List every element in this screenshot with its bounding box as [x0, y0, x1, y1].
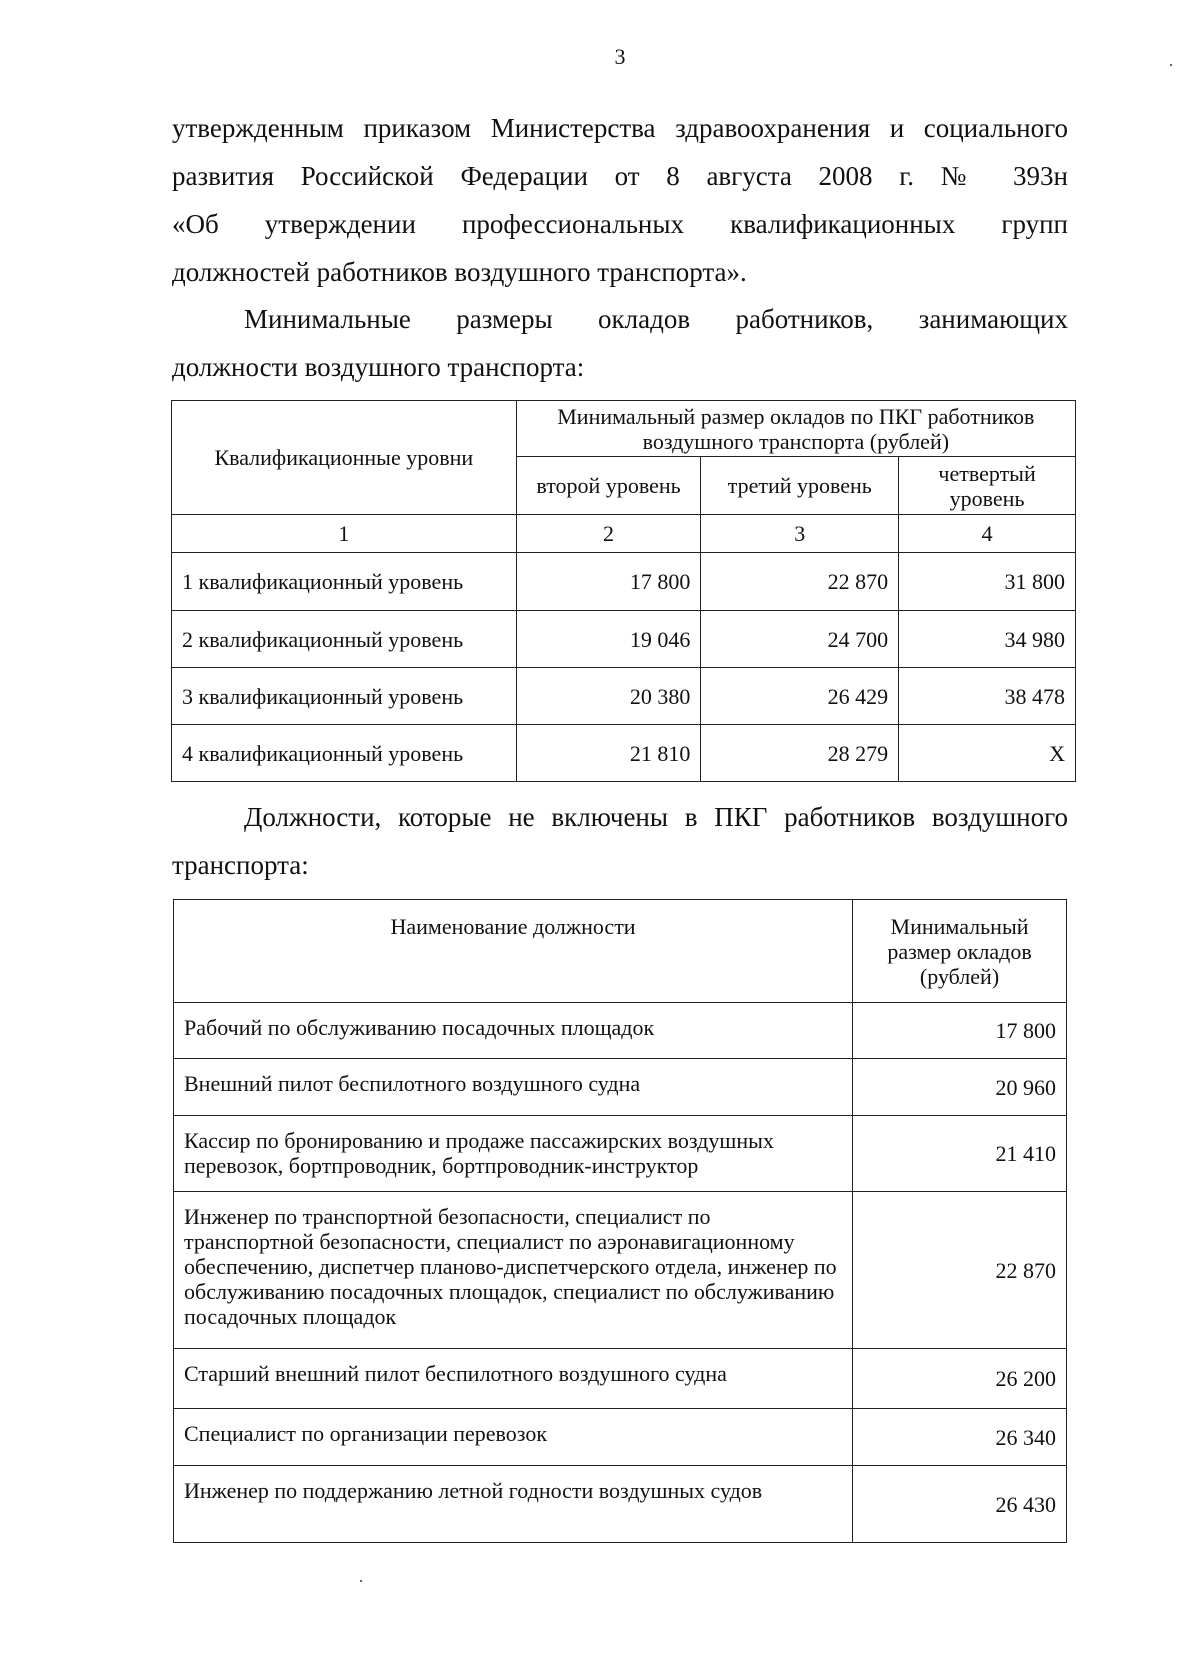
- table-header-row: [174, 900, 1067, 1003]
- subheader-third-level: третий уровень: [701, 457, 899, 515]
- table-row: [174, 1466, 1067, 1543]
- pkg-salary-table: [171, 400, 1076, 782]
- header-minimum-salary: Минимальный размер окладов по ПКГ работников воздушного транспорта (рублей): [516, 401, 1075, 457]
- salary-value: Х: [899, 725, 1076, 782]
- non-pkg-paragraph: [172, 793, 1068, 889]
- salary-value: 24 700: [701, 611, 899, 668]
- table-row: [172, 611, 1076, 668]
- salary-value: 26 340: [853, 1409, 1067, 1466]
- salary-value: 22 870: [853, 1192, 1067, 1349]
- salary-value: 31 800: [899, 553, 1076, 611]
- column-number: 4: [899, 515, 1076, 553]
- level-name: 3 квалификационный уровень: [172, 668, 517, 725]
- salary-value: 20 380: [516, 668, 701, 725]
- salary-value: 17 800: [516, 553, 701, 611]
- header-qualification-levels: Квалификационные уровни: [172, 401, 517, 515]
- table-row: [174, 1349, 1067, 1409]
- table-row: [172, 725, 1076, 782]
- salary-value: 26 429: [701, 668, 899, 725]
- position-name: Специалист по организации перевозок: [174, 1409, 853, 1466]
- position-name: Кассир по бронированию и продаже пассажирских воздушных перевозок, бортпроводник, бортпроводник-инструктор: [174, 1116, 853, 1192]
- level-name: 4 квалификационный уровень: [172, 725, 517, 782]
- scan-speck: [1170, 64, 1172, 66]
- position-name: Старший внешний пилот беспилотного воздушного судна: [174, 1349, 853, 1409]
- text-line: Должности, которые не включены в ПКГ работников воздушного: [244, 802, 1068, 832]
- salary-value: 20 960: [853, 1059, 1067, 1116]
- salary-value: 17 800: [853, 1003, 1067, 1059]
- text-line: развития Российской Федерации от 8 августа 2008 г. № 393н: [172, 161, 1068, 191]
- table-row: [174, 1116, 1067, 1192]
- salary-value: 22 870: [701, 553, 899, 611]
- salary-value: 26 430: [853, 1466, 1067, 1543]
- column-number-row: [172, 515, 1076, 553]
- salary-value: 19 046: [516, 611, 701, 668]
- column-number: 1: [172, 515, 517, 553]
- header-position-name: Наименование должности: [174, 900, 853, 1003]
- table-row: [174, 1003, 1067, 1059]
- table-row: [174, 1059, 1067, 1116]
- salary-value: 21 410: [853, 1116, 1067, 1192]
- position-name: Рабочий по обслуживанию посадочных площадок: [174, 1003, 853, 1059]
- pkg-salary-paragraph: [172, 295, 1068, 391]
- position-name: Инженер по поддержанию летной годности воздушных судов: [174, 1466, 853, 1543]
- salary-value: 26 200: [853, 1349, 1067, 1409]
- table-row: [174, 1192, 1067, 1349]
- text-line: должностей работников воздушного транспорта».: [172, 257, 747, 287]
- text-line: транспорта:: [172, 850, 309, 880]
- table-row: [174, 1409, 1067, 1466]
- intro-paragraph: [172, 104, 1068, 296]
- text-line: должности воздушного транспорта:: [172, 352, 585, 382]
- text-line: утвержденным приказом Министерства здравоохранения и социального: [172, 113, 1068, 143]
- scan-speck: [360, 1580, 362, 1582]
- salary-value: 28 279: [701, 725, 899, 782]
- column-number: 3: [701, 515, 899, 553]
- header-minimum-salary: Минимальный размер окладов (рублей): [853, 900, 1067, 1003]
- salary-value: 38 478: [899, 668, 1076, 725]
- salary-value: 21 810: [516, 725, 701, 782]
- table-header-row: [172, 401, 1076, 457]
- table-row: [172, 553, 1076, 611]
- non-pkg-positions-table: [173, 899, 1067, 1543]
- table-row: [172, 668, 1076, 725]
- text-line: «Об утверждении профессиональных квалификационных групп: [172, 209, 1068, 239]
- subheader-second-level: второй уровень: [516, 457, 701, 515]
- page-number: 3: [614, 44, 626, 69]
- text-line: Минимальные размеры окладов работников, занимающих: [244, 304, 1068, 334]
- subheader-fourth-level: четвертый уровень: [899, 457, 1076, 515]
- column-number: 2: [516, 515, 701, 553]
- position-name: Внешний пилот беспилотного воздушного судна: [174, 1059, 853, 1116]
- position-name: Инженер по транспортной безопасности, специалист по транспортной безопасности, специалист по аэронавигационному обеспечению, диспетчер планово-диспетчерского отдела, инженер по обслуживанию посадочных площадок, специалист по обслуживанию посадочных площадок: [174, 1192, 853, 1349]
- level-name: 1 квалификационный уровень: [172, 553, 517, 611]
- salary-value: 34 980: [899, 611, 1076, 668]
- level-name: 2 квалификационный уровень: [172, 611, 517, 668]
